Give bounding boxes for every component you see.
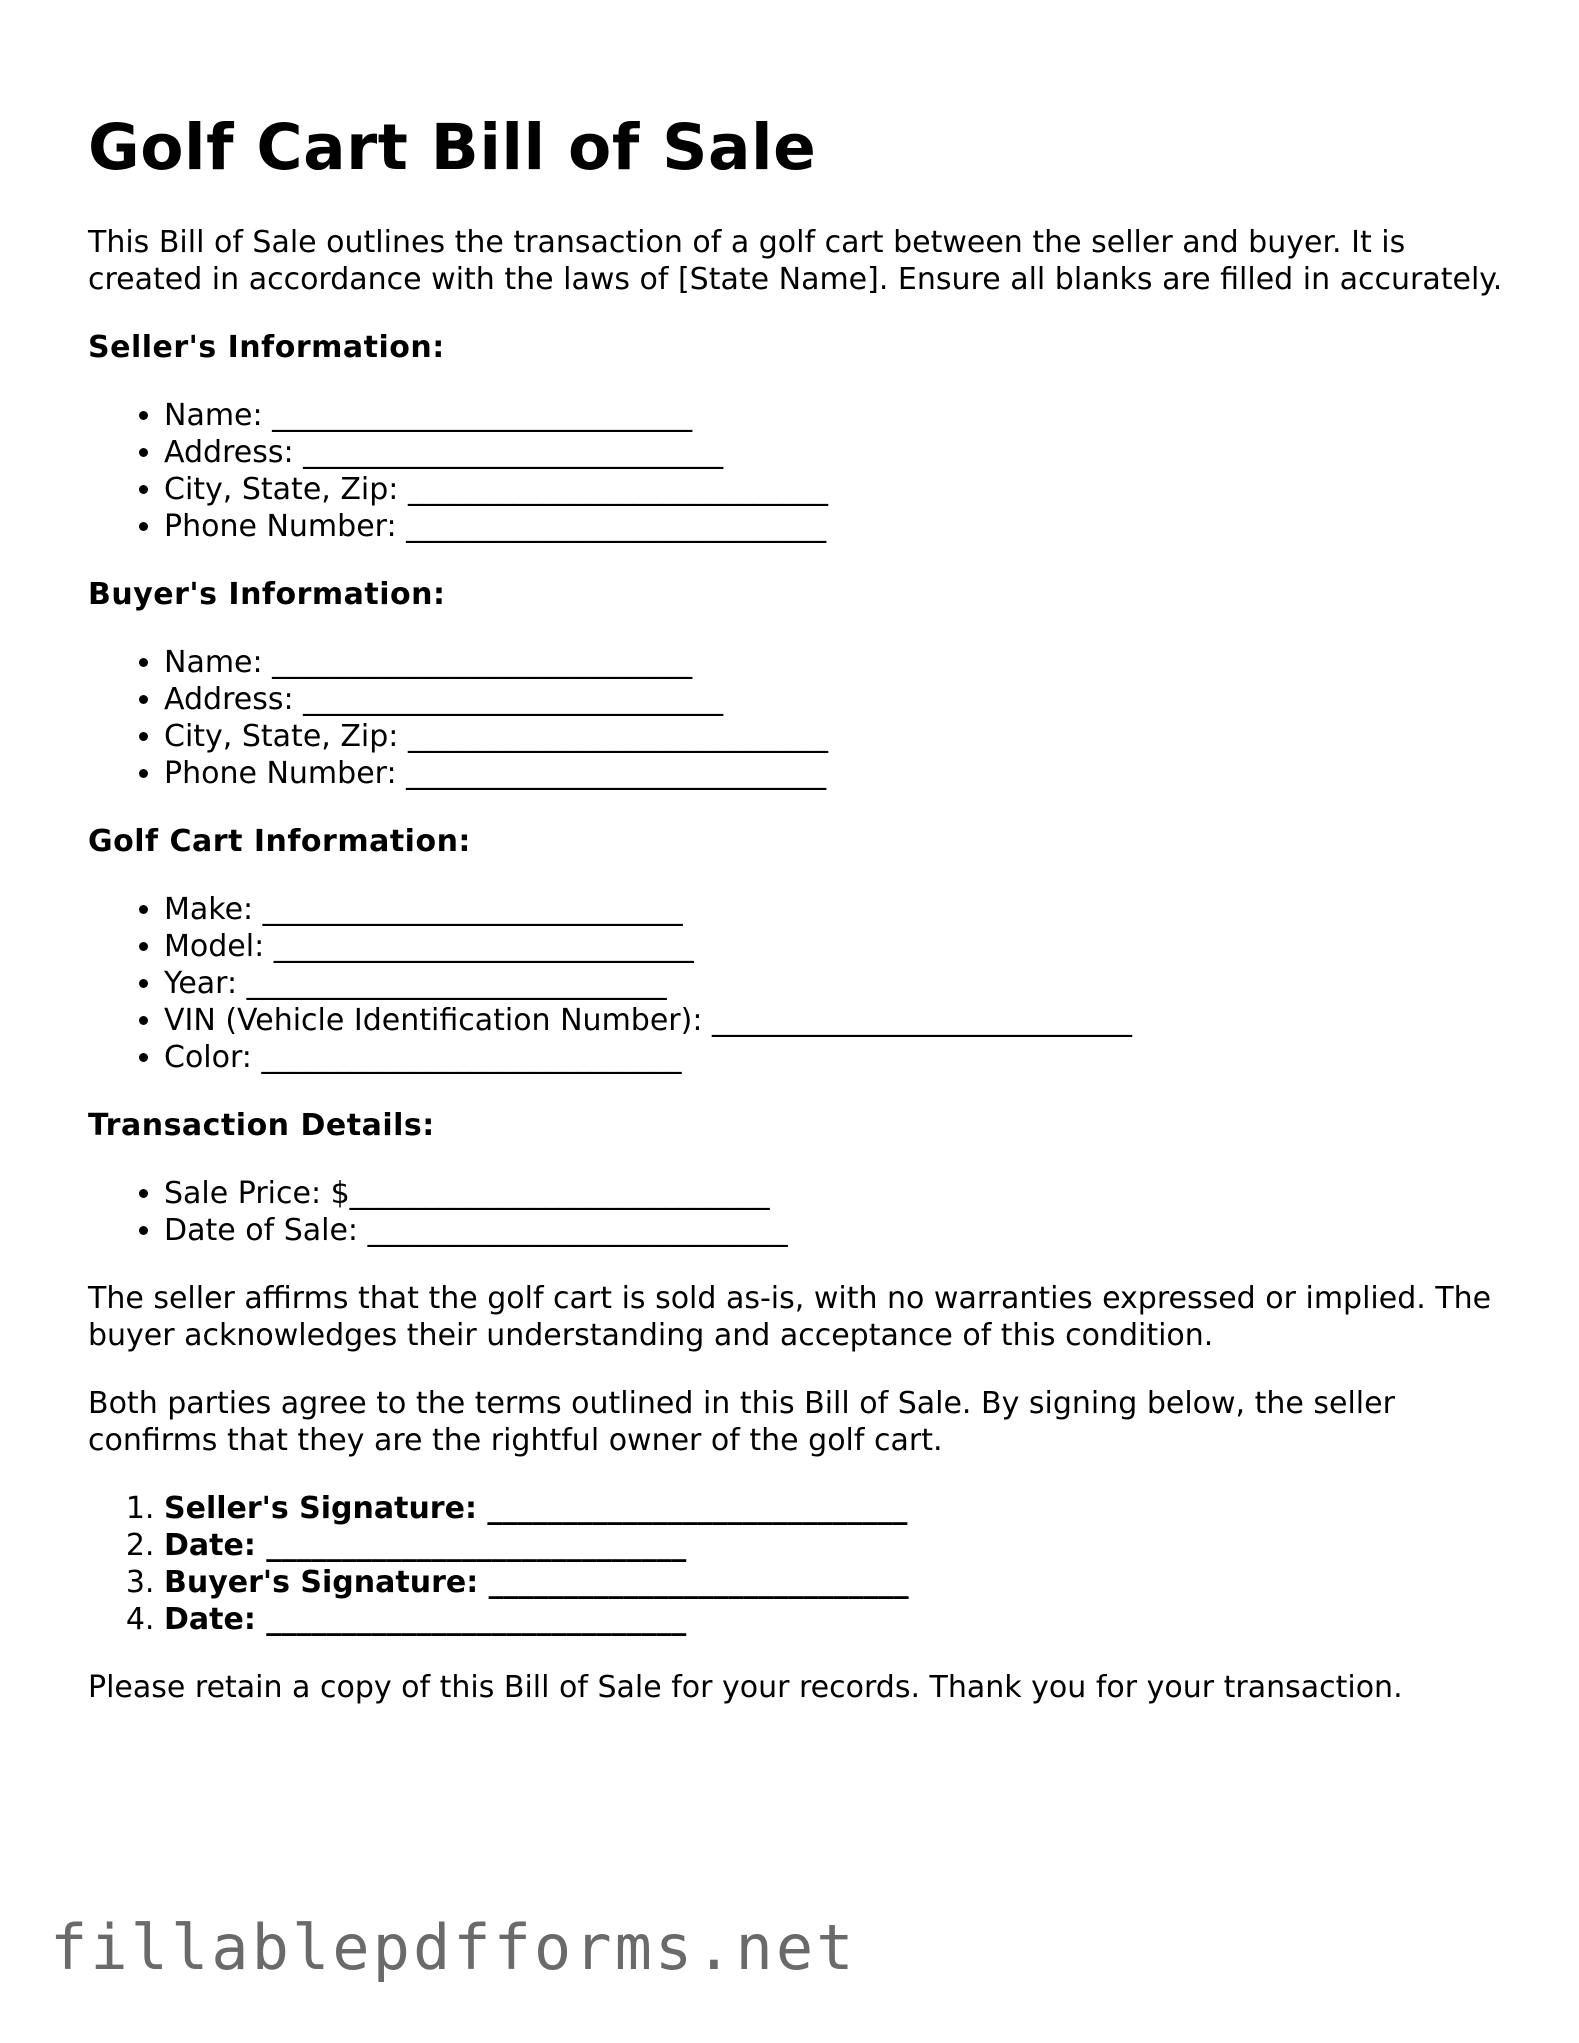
- fill-blank[interactable]: ____________________________: [261, 1040, 682, 1075]
- buyer-field-list: [88, 644, 1508, 792]
- field-label: VIN (Vehicle Identification Number):: [164, 1003, 712, 1038]
- transaction-heading: Transaction Details:: [88, 1108, 435, 1143]
- watermark: fillablepdfforms.net: [50, 1911, 857, 1984]
- field-label: Date:: [164, 1528, 267, 1563]
- buyer-signature-field[interactable]: [164, 1564, 1508, 1601]
- document-title: Golf Cart Bill of Sale: [88, 111, 817, 184]
- seller-name-field[interactable]: [164, 397, 1508, 434]
- field-label: Year:: [164, 966, 247, 1001]
- field-label: Phone Number:: [164, 756, 407, 791]
- cart-year-field[interactable]: [164, 965, 1508, 1002]
- seller-address-field[interactable]: [164, 434, 1508, 471]
- fill-blank[interactable]: ____________________________: [272, 398, 693, 433]
- fill-blank[interactable]: ____________________________: [349, 1176, 770, 1211]
- field-label: City, State, Zip:: [164, 719, 408, 754]
- cart-vin-field[interactable]: [164, 1002, 1508, 1039]
- field-label: Model:: [164, 929, 274, 964]
- fill-blank[interactable]: ____________________________: [303, 682, 724, 717]
- cart-field-list: [88, 891, 1508, 1076]
- field-label: Sale Price: $: [164, 1176, 350, 1211]
- field-label: Name:: [164, 398, 273, 433]
- buyer-address-field[interactable]: [164, 681, 1508, 718]
- fill-blank[interactable]: ____________________________: [711, 1003, 1132, 1038]
- document-page: [88, 108, 1508, 1737]
- fill-blank[interactable]: ____________________________: [488, 1565, 909, 1600]
- seller-signature-field[interactable]: [164, 1490, 1508, 1527]
- fill-blank[interactable]: ____________________________: [407, 472, 828, 507]
- field-label: Address:: [164, 435, 304, 470]
- fill-blank[interactable]: ____________________________: [273, 929, 694, 964]
- sale-price-field[interactable]: [164, 1175, 1508, 1212]
- transaction-field-list: [88, 1175, 1508, 1249]
- cart-model-field[interactable]: [164, 928, 1508, 965]
- seller-phone-field[interactable]: [164, 508, 1508, 545]
- field-label: City, State, Zip:: [164, 472, 408, 507]
- fill-blank[interactable]: ____________________________: [406, 756, 827, 791]
- field-label: Make:: [164, 892, 263, 927]
- buyer-phone-field[interactable]: [164, 755, 1508, 792]
- field-label: Name:: [164, 645, 273, 680]
- buyer-date-field[interactable]: [164, 1601, 1508, 1638]
- field-label: Address:: [164, 682, 304, 717]
- as-is-paragraph: The seller affirms that the golf cart is sold as-is, with no warranties expressed or implied. The buyer acknowledges their understanding and acceptance of this condition.: [88, 1281, 1492, 1353]
- seller-city-state-zip-field[interactable]: [164, 471, 1508, 508]
- intro-paragraph: This Bill of Sale outlines the transaction of a golf cart between the seller and buyer. It is created in accordance with the laws of [State Name]. Ensure all blanks are filled in accurately.: [88, 225, 1503, 297]
- field-label: Color:: [164, 1040, 262, 1075]
- field-label: Phone Number:: [164, 509, 407, 544]
- cart-make-field[interactable]: [164, 891, 1508, 928]
- seller-date-field[interactable]: [164, 1527, 1508, 1564]
- seller-heading: Seller's Information:: [88, 330, 445, 365]
- fill-blank[interactable]: ____________________________: [406, 509, 827, 544]
- field-label: Buyer's Signature:: [164, 1565, 489, 1600]
- closing-paragraph: Please retain a copy of this Bill of Sale for your records. Thank you for your transaction.: [88, 1670, 1403, 1705]
- buyer-name-field[interactable]: [164, 644, 1508, 681]
- cart-heading: Golf Cart Information:: [88, 824, 471, 859]
- fill-blank[interactable]: ____________________________: [262, 892, 683, 927]
- field-label: Seller's Signature:: [164, 1491, 488, 1526]
- buyer-city-state-zip-field[interactable]: [164, 718, 1508, 755]
- fill-blank[interactable]: ____________________________: [246, 966, 667, 1001]
- fill-blank[interactable]: ____________________________: [487, 1491, 908, 1526]
- cart-color-field[interactable]: [164, 1039, 1508, 1076]
- buyer-heading: Buyer's Information:: [88, 577, 446, 612]
- fill-blank[interactable]: ____________________________: [266, 1528, 687, 1563]
- field-label: Date:: [164, 1602, 267, 1637]
- date-of-sale-field[interactable]: [164, 1212, 1508, 1249]
- fill-blank[interactable]: ____________________________: [367, 1213, 788, 1248]
- fill-blank[interactable]: ____________________________: [266, 1602, 687, 1637]
- signature-list: [88, 1490, 1508, 1638]
- fill-blank[interactable]: ____________________________: [272, 645, 693, 680]
- seller-field-list: [88, 397, 1508, 545]
- field-label: Date of Sale:: [164, 1213, 368, 1248]
- agreement-paragraph: Both parties agree to the terms outlined in this Bill of Sale. By signing below, the seller confirms that they are the rightful owner of the golf cart.: [88, 1386, 1395, 1458]
- fill-blank[interactable]: ____________________________: [303, 435, 724, 470]
- fill-blank[interactable]: ____________________________: [407, 719, 828, 754]
